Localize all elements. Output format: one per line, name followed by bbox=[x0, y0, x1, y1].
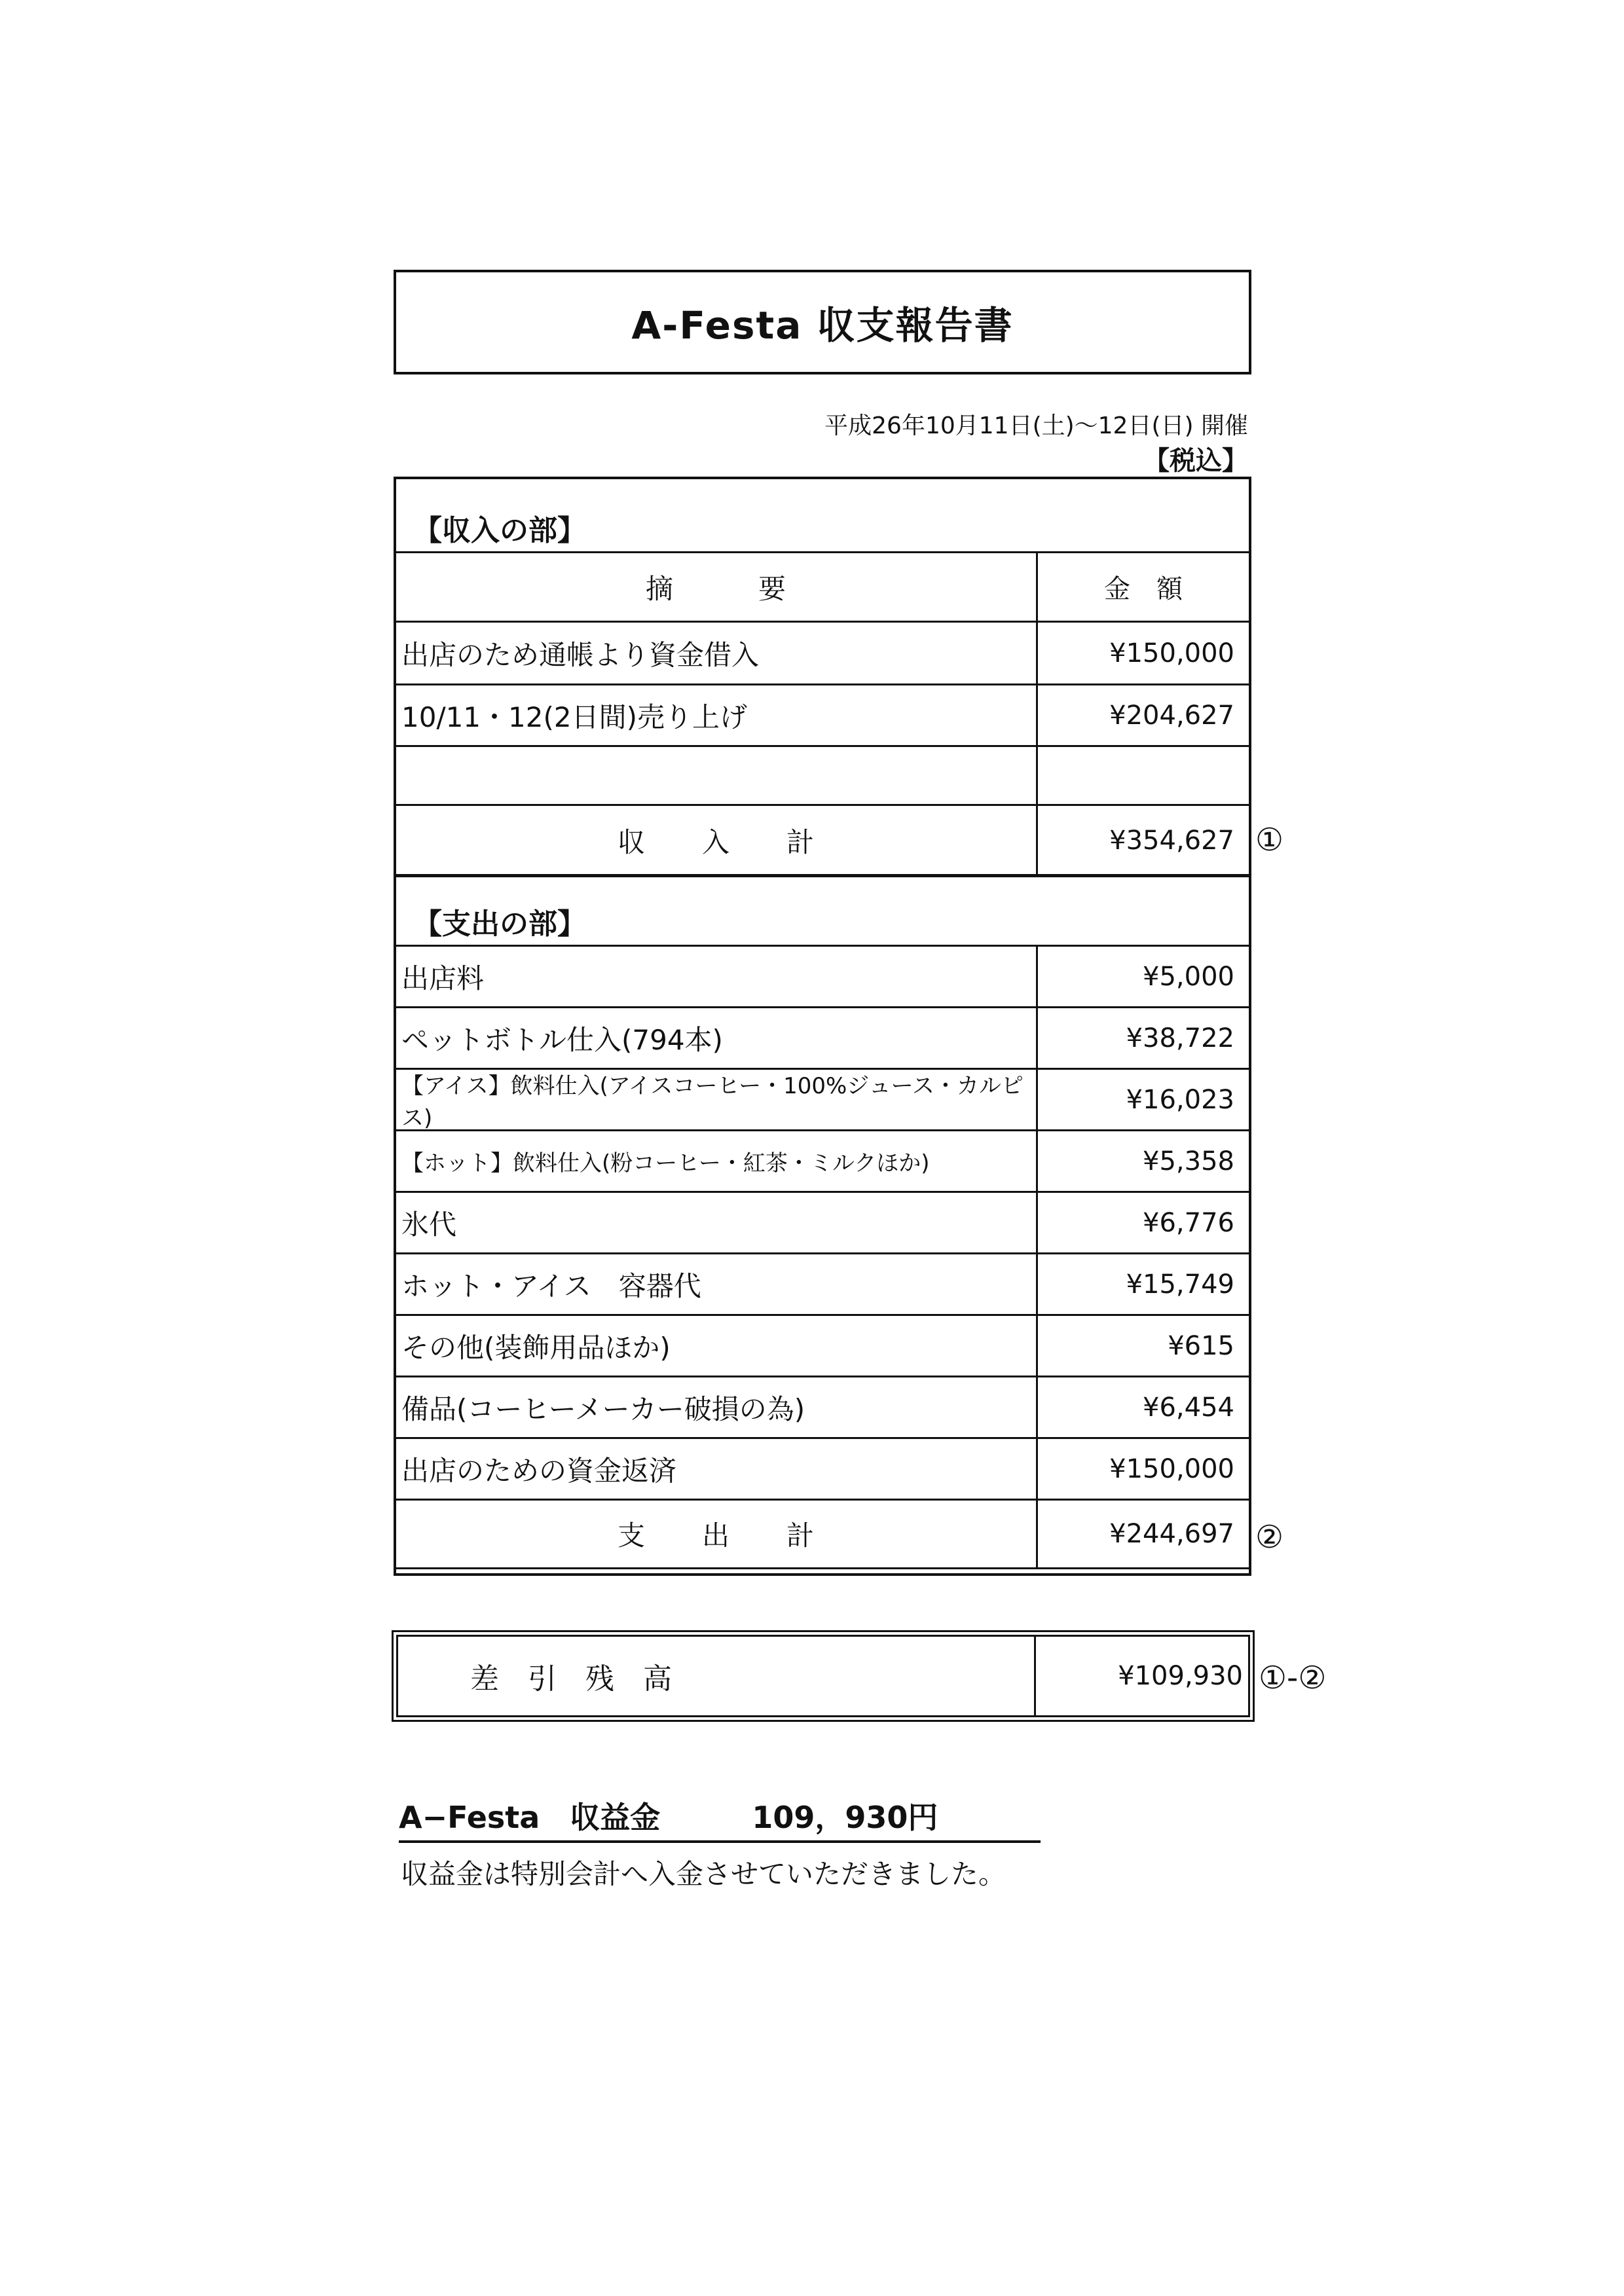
title-box bbox=[394, 270, 1251, 374]
profit-line bbox=[399, 1791, 1041, 1843]
income-total-marker: ① bbox=[1255, 822, 1284, 858]
profit-value: 109，930円 bbox=[752, 1800, 938, 1835]
expense-total-label: 支 出 計 bbox=[396, 1501, 1038, 1567]
row-desc bbox=[396, 747, 1038, 804]
table-row bbox=[396, 1006, 1249, 1068]
table-row bbox=[396, 1068, 1249, 1129]
row-amount: ¥38,722 bbox=[1126, 1023, 1234, 1053]
expense-total-row bbox=[396, 1499, 1249, 1569]
table-row bbox=[396, 1252, 1249, 1314]
tax-note: 【税込】 bbox=[1143, 446, 1248, 476]
row-amount: ¥5,000 bbox=[1143, 961, 1234, 992]
event-date: 平成26年10月11日(土)〜12日(日) 開催 bbox=[824, 412, 1248, 439]
row-amount bbox=[1038, 747, 1249, 804]
closing-note: 収益金は特別会計へ入金させていただきました。 bbox=[401, 1858, 1006, 1890]
balance-amount: ¥109,930 bbox=[1118, 1661, 1243, 1691]
row-desc: ペットボトル仕入(794本) bbox=[396, 1008, 1038, 1068]
income-total-label: 収 入 計 bbox=[396, 806, 1038, 875]
row-amount: ¥15,749 bbox=[1126, 1269, 1234, 1300]
expense-section-header bbox=[396, 877, 1249, 945]
table-row bbox=[396, 1314, 1249, 1376]
income-section-title: 【収入の部】 bbox=[413, 514, 586, 547]
balance-box bbox=[392, 1630, 1255, 1722]
row-desc: 【ホット】飲料仕入(粉コーヒー・紅茶・ミルクほか) bbox=[396, 1131, 1038, 1191]
income-header-row bbox=[396, 551, 1249, 621]
income-section bbox=[394, 477, 1251, 877]
desc-header: 摘 要 bbox=[396, 553, 1038, 621]
expense-total-amount: ¥244,697 bbox=[1109, 1519, 1234, 1549]
table-row bbox=[396, 1376, 1249, 1437]
row-amount: ¥16,023 bbox=[1126, 1084, 1234, 1115]
document-title: A-Festa 収支報告書 bbox=[631, 303, 1014, 348]
row-desc: 備品(コーヒーメーカー破損の為) bbox=[396, 1377, 1038, 1437]
row-amount: ¥204,627 bbox=[1109, 700, 1234, 731]
row-amount: ¥150,000 bbox=[1109, 638, 1234, 668]
table-row bbox=[396, 621, 1249, 683]
row-amount: ¥150,000 bbox=[1109, 1453, 1234, 1484]
income-section-header bbox=[396, 479, 1249, 551]
row-amount: ¥6,454 bbox=[1143, 1392, 1234, 1423]
row-desc: 【アイス】飲料仕入(アイスコーヒー・100%ジュース・カルピス) bbox=[396, 1070, 1038, 1129]
expense-section bbox=[394, 874, 1251, 1576]
profit-label: A−Festa 収益金 bbox=[399, 1800, 661, 1835]
income-total-row bbox=[396, 804, 1249, 877]
row-desc: 10/11・12(2日間)売り上げ bbox=[396, 685, 1038, 745]
row-desc: ホット・アイス 容器代 bbox=[396, 1254, 1038, 1314]
amount-header: 金 額 bbox=[1104, 574, 1183, 604]
row-desc: 出店のため通帳より資金借入 bbox=[396, 623, 1038, 683]
balance-label: 差 引 残 高 bbox=[398, 1637, 1036, 1715]
table-row bbox=[396, 683, 1249, 745]
row-desc: 氷代 bbox=[396, 1193, 1038, 1252]
row-desc: 出店料 bbox=[396, 947, 1038, 1006]
table-row bbox=[396, 745, 1249, 804]
table-row bbox=[396, 1129, 1249, 1191]
balance-marker: ①-② bbox=[1259, 1660, 1327, 1696]
expense-section-title: 【支出の部】 bbox=[413, 907, 586, 941]
row-desc: 出店のための資金返済 bbox=[396, 1439, 1038, 1499]
table-row bbox=[396, 1437, 1249, 1499]
income-total-amount: ¥354,627 bbox=[1109, 825, 1234, 856]
row-desc: その他(装飾用品ほか) bbox=[396, 1316, 1038, 1376]
row-amount: ¥5,358 bbox=[1143, 1146, 1234, 1176]
row-amount: ¥615 bbox=[1168, 1330, 1234, 1361]
table-row bbox=[396, 1191, 1249, 1252]
row-amount: ¥6,776 bbox=[1143, 1207, 1234, 1238]
table-row bbox=[396, 945, 1249, 1006]
expense-total-marker: ② bbox=[1255, 1519, 1284, 1556]
